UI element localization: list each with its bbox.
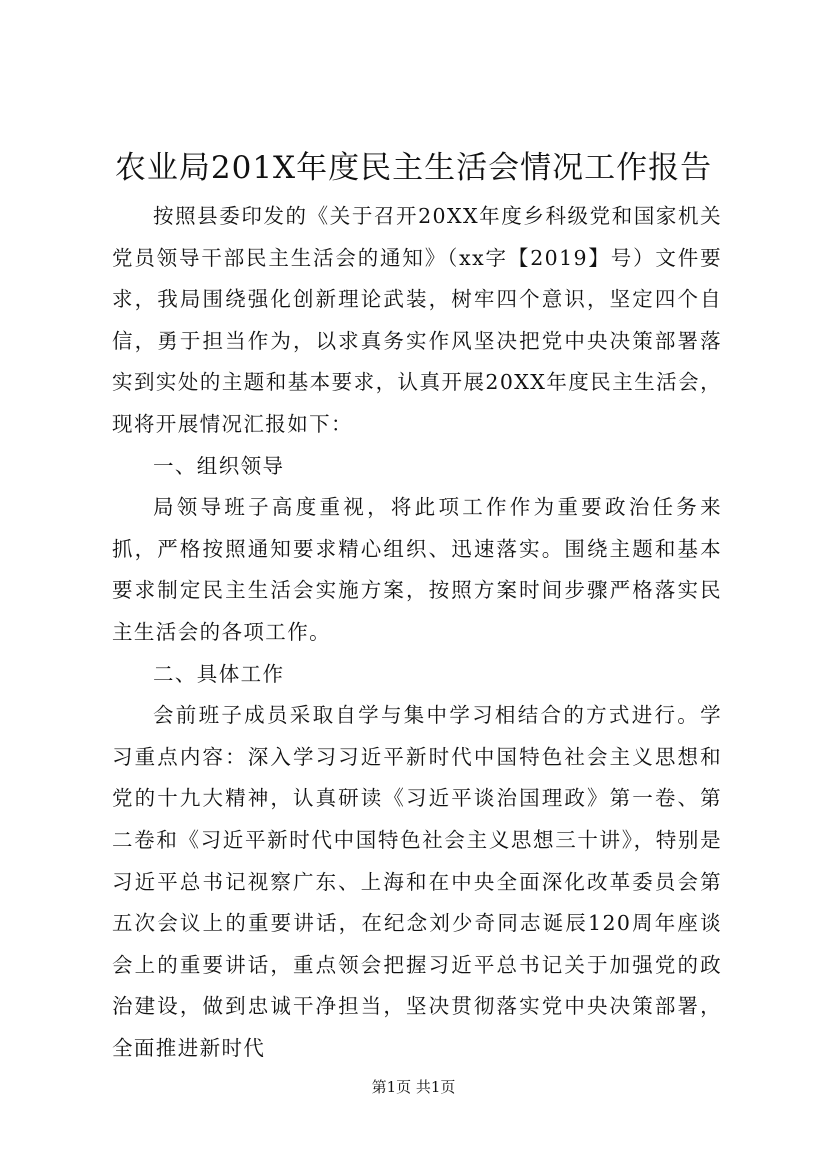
- paragraph-intro: 按照县委印发的《关于召开20XX年度乡科级党和国家机关党员领导干部民主生活会的通知》（xx字【2019】号）文件要求，我局围绕强化创新理论武装，树牢四个意识，坚定四个自信，勇于担当作为，以求真务实作风坚决把党中央决策部署落实到实处的主题和基本要求，认真开展20XX年度民主生活会，现将开展情况汇报如下：: [112, 204, 722, 436]
- paragraph-organization: 局领导班子高度重视，将此项工作作为重要政治任务来抓，严格按照通知要求精心组织、迅速落实。围绕主题和基本要求制定民主生活会实施方案，按照方案时间步骤严格落实民主生活会的各项工作。: [112, 495, 722, 644]
- document-title: 农业局201X年度民主生活会情况工作报告: [114, 150, 713, 186]
- document-body: [112, 196, 722, 1069]
- page-footer: 第1页 共1页: [371, 1078, 456, 1096]
- paragraph-specific-work: 会前班子成员采取自学与集中学习相结合的方式进行。学习重点内容：深入学习习近平新时代中国特色社会主义思想和党的十九大精神，认真研读《习近平谈治国理政》第一卷、第二卷和《习近平新时代中国特色社会主义思想三十讲》，特别是习近平总书记视察广东、上海和在中央全面深化改革委员会第五次会议上的重要讲话，在纪念刘少奇同志诞辰120周年座谈会上的重要讲话，重点领会把握习近平总书记关于加强党的政治建设，做到忠诚干净担当，坚决贯彻落实党中央决策部署，全面推进新时代: [112, 703, 722, 1060]
- section-heading-organization: 一、组织领导: [153, 453, 285, 478]
- section-heading-specific-work: 二、具体工作: [153, 661, 285, 686]
